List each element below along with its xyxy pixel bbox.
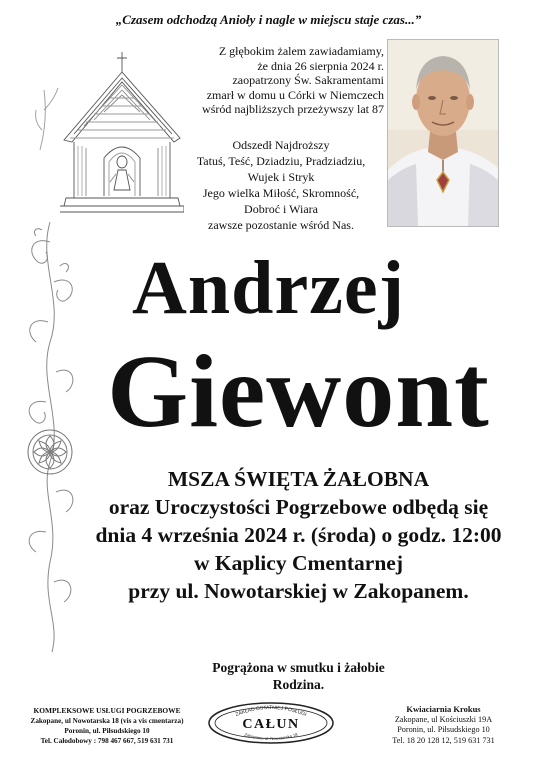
logo-arc-text: ZAKŁAD OSTATNIEJ POSŁUGI: [234, 704, 308, 719]
funeral-home-name: KOMPLEKSOWE USŁUGI POGRZEBOWE: [33, 706, 181, 715]
last-name: Giewont: [107, 334, 490, 449]
death-announcement: [160, 44, 384, 117]
mass-line: MSZA ŚWIĘTA ŻAŁOBNA: [167, 467, 430, 491]
quote: „Czasem odchodzą Anioły i nagle w miejscu staje czas...”: [115, 12, 422, 27]
logo-name: CAŁUN: [242, 717, 300, 732]
funeral-home-address: Zakopane, ul Nowotarska 18 (vis a vis cmentarza): [30, 717, 184, 725]
tribute-line: Wujek i Stryk: [247, 170, 315, 184]
mass-line: dnia 4 września 2024 r. (środa) o godz. 12:00: [95, 523, 502, 547]
florist-address: Poronin, ul. Piłsudskiego 10: [397, 725, 490, 734]
florist-name: Kwiaciarnia Krokus: [406, 704, 481, 714]
tribute-line: Tatuś, Teść, Dziadziu, Pradziadziu,: [196, 154, 366, 168]
mass-line: przy ul. Nowotarskiej w Zakopanem.: [128, 579, 469, 603]
family-line: Rodzina.: [272, 677, 325, 692]
funeral-mass-info: [60, 465, 537, 605]
funeral-home-info: [4, 706, 210, 746]
announcement-line: że dnia 26 sierpnia 2024 r.: [257, 58, 384, 73]
family-line: Pogrążona w smutku i żałobie: [212, 660, 385, 675]
announcement-line: zmarł w domu u Córki w Niemczech: [206, 87, 384, 102]
logo-bottom-text: Zakopane, ul. Nowotarska 18: [243, 731, 299, 742]
florist-info: [352, 704, 535, 746]
announcement-line: zaopatrzony Św. Sakramentami: [232, 73, 384, 87]
calun-logo: [206, 700, 336, 746]
florist-phone: Tel. 18 20 128 12, 519 631 731: [392, 735, 495, 745]
tribute-line: Odszedł Najdroższy: [232, 138, 330, 152]
tribute-line: Dobroć i Wiara: [244, 202, 318, 216]
deceased-portrait: [387, 39, 499, 227]
florist-address: Zakopane, ul Kościuszki 19A: [394, 714, 493, 724]
tribute: [178, 137, 384, 233]
tribute-line: Jego wielka Miłość, Skromność,: [202, 186, 360, 200]
announcement-line: wśród najbliższych przeżywszy lat 87: [202, 102, 384, 116]
funeral-home-address: Poronin, ul. Piłsudskiego 10: [64, 727, 150, 735]
announcement-line: Z głębokim żalem zawiadamiamy,: [218, 44, 384, 58]
first-name: Andrzej: [132, 246, 405, 330]
tribute-line: zawsze pozostanie wśród Nas.: [208, 218, 354, 232]
mass-line: w Kaplicy Cmentarnej: [194, 551, 403, 575]
family-signature: [60, 659, 537, 693]
funeral-home-phone: Tel. Całodobowy : 798 467 667, 519 631 731: [40, 737, 174, 745]
mass-line: oraz Uroczystości Pogrzebowe odbędą się: [108, 495, 489, 519]
